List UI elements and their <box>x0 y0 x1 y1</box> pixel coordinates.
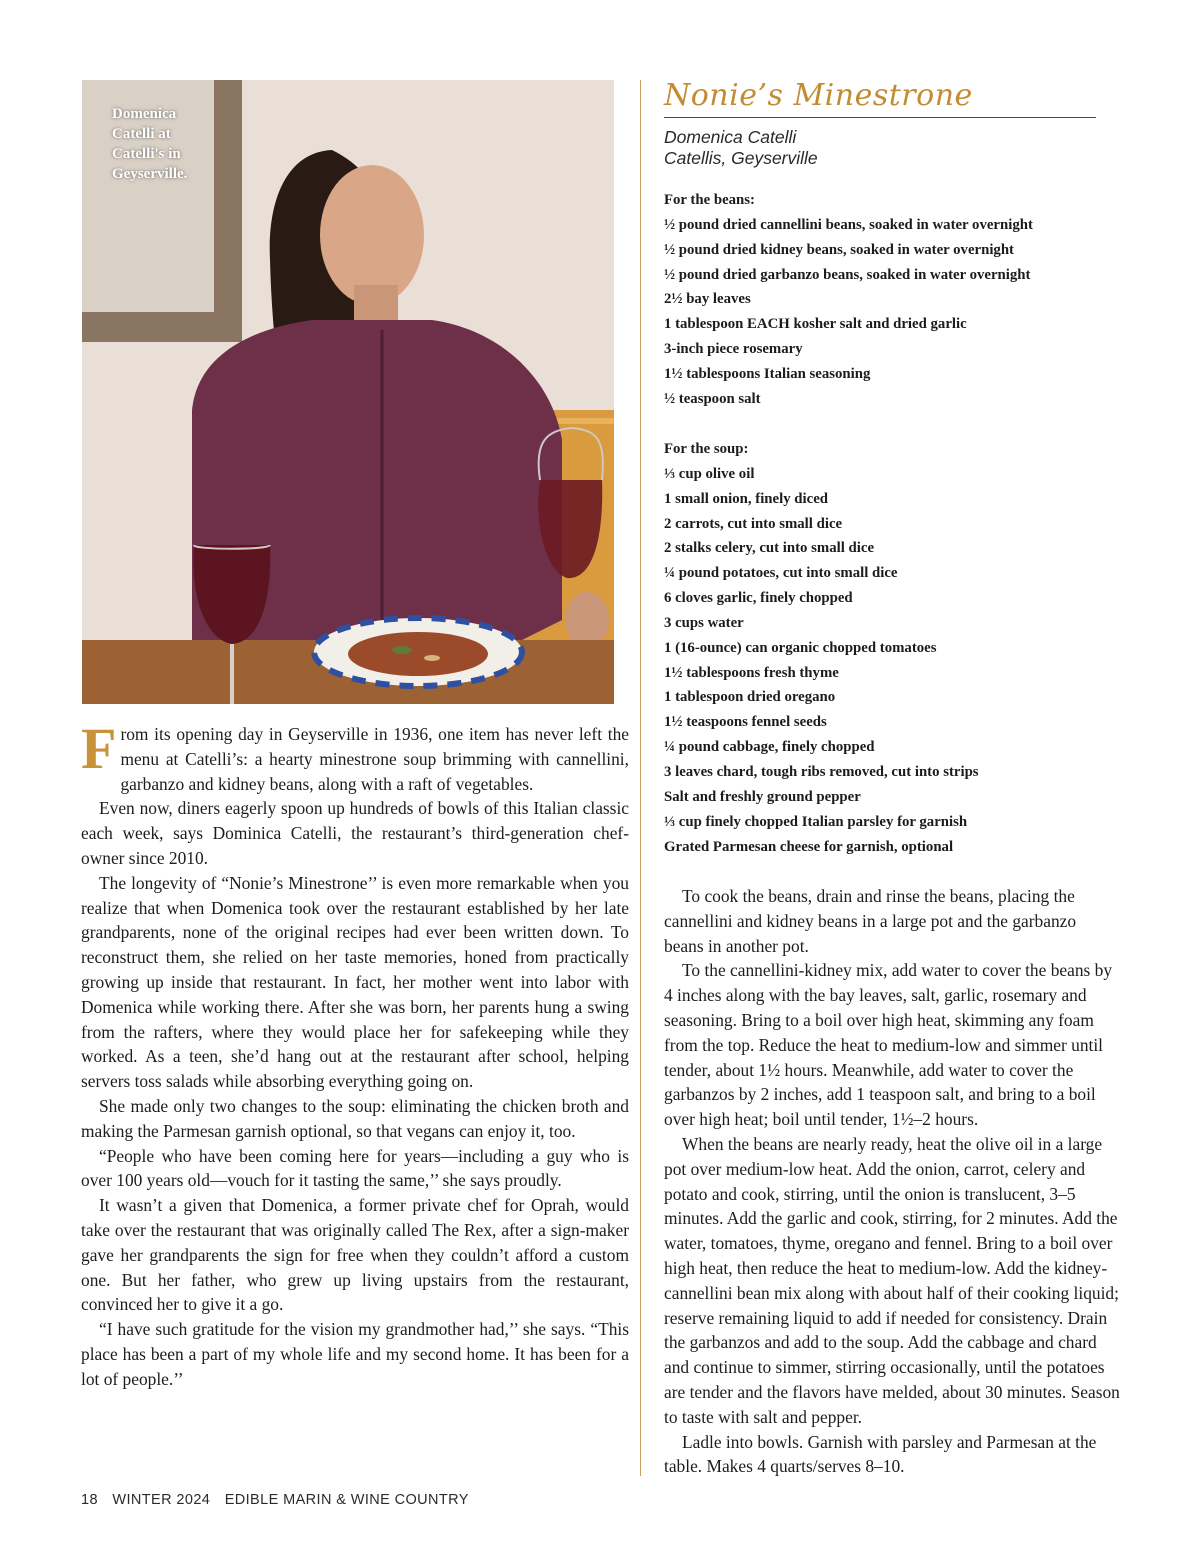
ingredient-item: 1 small onion, finely diced <box>664 490 829 507</box>
caption-line: Geyserville. <box>112 166 188 182</box>
page-number: 18 <box>81 1492 98 1508</box>
issue-label: WINTER 2024 <box>112 1492 211 1508</box>
story-paragraph <box>81 716 629 796</box>
ingredient-item: 1 tablespoon dried oregano <box>664 689 836 706</box>
ingredient-item: 3-inch piece rosemary <box>664 341 803 358</box>
story-paragraph: The longevity of “Nonie’s Minestrone’’ is even more remarkable when you realize that when Domenica took over the restaurant established by her late grandparents, none of the original recipes had ever been written down. To reconstruct them, she relied on her taste memories, honed from practically growing up inside that restaurant. In fact, her mother went into labor with Domenica while working there. After she was born, her parents hung a swing from the rafters, where they would place her for safekeeping while they worked. As a teen, she’d hang out at the restaurant after school, helping servers toss salads while absorbing everything going on. <box>81 872 629 1092</box>
ingredient-item: 1½ teaspoons fennel seeds <box>664 714 827 731</box>
page-footer <box>81 1492 469 1508</box>
column-divider <box>640 80 641 1476</box>
drop-cap: F <box>81 716 117 781</box>
caption-line: Catelli at <box>112 126 171 142</box>
ingredient-item: Salt and freshly ground pepper <box>664 788 861 805</box>
caption-line: Catelli's in <box>112 146 181 162</box>
ingredient-item: ⅓ cup olive oil <box>664 465 755 482</box>
ingredient-item: ½ pound dried garbanzo beans, soaked in water overnight <box>664 266 1031 283</box>
ingredient-item: 3 leaves chard, tough ribs removed, cut into strips <box>664 763 979 780</box>
recipe-location: Catellis, Geyserville <box>664 148 818 168</box>
story-paragraph: “I have such gratitude for the vision my grandmother had,’’ she says. “This place has been a part of my whole life and my second home. It has been for a lot of people.’’ <box>81 1319 629 1389</box>
publication-name: EDIBLE MARIN & WINE COUNTRY <box>224 1492 469 1508</box>
ingredient-item: 6 cloves garlic, finely chopped <box>664 590 853 607</box>
ingredient-item: 1½ tablespoons fresh thyme <box>664 664 839 681</box>
ingredient-item: 1 tablespoon EACH kosher salt and dried garlic <box>664 316 967 333</box>
ingredient-item: 2 carrots, cut into small dice <box>664 515 843 532</box>
recipe-byline <box>664 127 818 169</box>
ingredient-item: ½ teaspoon salt <box>664 390 761 407</box>
ingredient-item: ¼ pound potatoes, cut into small dice <box>664 565 898 582</box>
recipe-title: Nonie’s Minestrone <box>664 78 973 113</box>
ingredient-item: ⅓ cup finely chopped Italian parsley for garnish <box>664 813 968 830</box>
ingredient-item: 2 stalks celery, cut into small dice <box>664 540 875 557</box>
method-paragraph: When the beans are nearly ready, heat the olive oil in a large pot over medium-low heat. Add the onion, carrot, celery and potato and cook, stirring, until the onion is translucent, 3–5 minutes. Add the garlic and cook, stirring, for 2 minutes. Add the water, tomatoes, thyme, oregano and fennel. Bring to a boil over high heat, then reduce the heat to medium-low. Add the kidney-cannellini bean mix along with about half of their cooking liquid; reserve remaining liquid to add if needed for consistency. Drain the garbanzos and add to the soup. Add the cabbage and chard and continue to simmer, stirring occasionally, until the potatoes are tender and the flavors have melded, about 30 minutes. Season to taste with salt and pepper. <box>664 1133 1120 1427</box>
ingredient-item: ½ pound dried cannellini beans, soaked in water overnight <box>664 216 1033 233</box>
ingredients-heading: For the beans: <box>664 192 755 208</box>
feature-photo <box>82 80 614 704</box>
photo-caption <box>112 104 207 184</box>
ingredient-item: Grated Parmesan cheese for garnish, optional <box>664 838 954 855</box>
ingredient-item: 1 (16-ounce) can organic chopped tomatoes <box>664 639 937 656</box>
method-paragraph: Ladle into bowls. Garnish with parsley and Parmesan at the table. Makes 4 quarts/serves 8–10. <box>664 1431 1097 1477</box>
recipe-author: Domenica Catelli <box>664 127 797 147</box>
ingredient-item: 1½ tablespoons Italian seasoning <box>664 365 871 382</box>
story-paragraph: “People who have been coming here for years—including a guy who is over 100 years old—vouch for it tasting the same,’’ she says proudly. <box>81 1145 629 1191</box>
ingredients-beans <box>664 188 1144 412</box>
ingredients-heading: For the soup: <box>664 441 749 457</box>
method-paragraph: To the cannellini-kidney mix, add water to cover the beans by 4 inches along with the bay leaves, salt, garlic, rosemary and seasoning. Bring to a boil over high heat, skimming any foam from the top. Reduce the heat to medium-low and simmer until tender, about 1½ hours. Meanwhile, add water to cover the garbanzos by 2 inches, add 1 teaspoon salt, and bring to a boil over high heat; boil until tender, 1½–2 hours. <box>664 960 1113 1130</box>
story-paragraph-text: rom its opening day in Geyserville in 1936, one item has never left the menu at Catelli’s: a hearty minestrone soup brimming with cannellini, garbanzo and kidney beans, along with a raft of vegetables. <box>120 724 629 794</box>
story-paragraph: Even now, diners eagerly spoon up hundreds of bowls of this Italian classic each week, says Dominica Catelli, the restaurant’s third-generation chef-owner since 2010. <box>81 798 629 868</box>
title-rule <box>664 117 1096 118</box>
method-paragraph: To cook the beans, drain and rinse the beans, placing the cannellini and kidney beans in a large pot and the garbanzo beans in another pot. <box>664 886 1077 956</box>
ingredient-item: ½ pound dried kidney beans, soaked in water overnight <box>664 241 1014 258</box>
ingredients-soup <box>664 437 1144 859</box>
caption-line: Domenica <box>112 106 177 122</box>
ingredient-item: 2½ bay leaves <box>664 291 751 308</box>
story-paragraph: She made only two changes to the soup: eliminating the chicken broth and making the Parmesan garnish optional, so that vegans can enjoy it, too. <box>81 1095 629 1141</box>
story-paragraph: It wasn’t a given that Domenica, a former private chef for Oprah, would take over the restaurant that was originally called The Rex, after a sign-maker gave her grandparents the sign for free when they couldn’t afford a custom one. But her father, who grew up living upstairs from the restaurant, convinced her to give it a go. <box>81 1195 629 1315</box>
recipe-method <box>664 884 1120 1479</box>
ingredient-item: ¼ pound cabbage, finely chopped <box>664 739 875 756</box>
ingredient-item: 3 cups water <box>664 614 744 631</box>
feature-story <box>81 716 629 1392</box>
